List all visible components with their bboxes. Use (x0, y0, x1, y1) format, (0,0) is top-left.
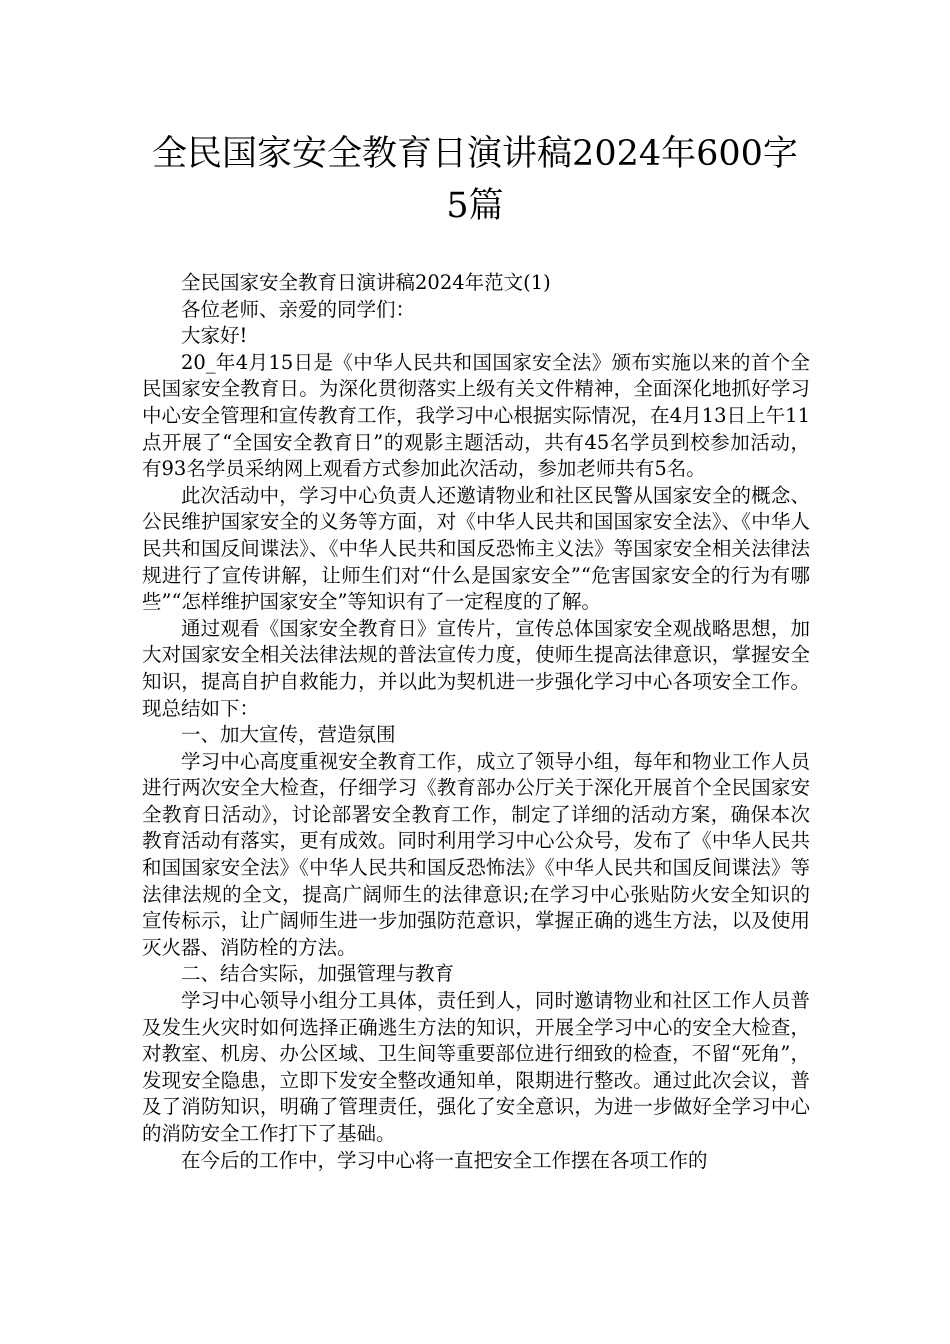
body-paragraph: 在今后的工作中，学习中心将一直把安全工作摆在各项工作的 (181, 1148, 708, 1172)
title-line-2: 5篇 (446, 186, 504, 226)
body-paragraph: 此次活动中，学习中心负责人还邀请物业和社区民警从国家安全的概念、公民维护国家安全的义务等方面，对《中华人民共和国国家安全法》、《中华人民共和国反间谍法》、《中华人民共和国反恐怖主义法》等国家安全相关法律法规进行了宣传讲解，让师生们对“什么是国家安全”“危害国家安全的行为有哪些”“怎样维护国家安全”等知识有了一定程度的了解。 (142, 483, 810, 614)
body-paragraph: 学习中心领导小组分工具体，责任到人，同时邀请物业和社区工作人员普及发生火灾时如何选择正确逃生方法的知识，开展全学习中心的安全大检查，对教室、机房、办公区域、卫生间等重要部位进行细致的检查，不留“死角”，发现安全隐患，立即下发安全整改通知单，限期进行整改。通过此次会议，普及了消防知识，明确了管理责任，强化了安全意识，为进一步做好全学习中心的消防安全工作打下了基础。 (142, 989, 810, 1145)
title-line-1: 全民国家安全教育日演讲稿2024年600字 (152, 134, 798, 174)
subtitle-paragraph: 全民国家安全教育日演讲稿2024年范文(1) (181, 271, 551, 294)
section-heading: 一、加大宣传，营造氛围 (181, 723, 396, 747)
body-paragraph: 通过观看《国家安全教育日》宣传片，宣传总体国家安全观战略思想，加大对国家安全相关法律法规的普法宣传力度，使师生提高法律意识，掌握安全知识，提高自护自救能力，并以此为契机进一步强化学习中心各项安全工作。现总结如下： (142, 616, 810, 720)
document-body (142, 270, 810, 1174)
salutation-paragraph: 各位老师、亲爱的同学们： (181, 297, 416, 321)
greeting-paragraph: 大家好! (181, 324, 248, 348)
document-title (120, 128, 830, 232)
section-heading: 二、结合实际，加强管理与教育 (181, 962, 455, 986)
body-paragraph: 学习中心高度重视安全教育工作，成立了领导小组，每年和物业工作人员进行两次安全大检查，仔细学习《教育部办公厅关于深化开展首个全民国家安全教育日活动》，讨论部署安全教育工作，制定了详细的活动方案，确保本次教育活动有落实，更有成效。同时利用学习中心公众号，发布了《中华人民共和国国家安全法》《中华人民共和国反恐怖法》《中华人民共和国反间谍法》等法律法规的全文，提高广阔师生的法律意识;在学习中心张贴防火安全知识的宣传标示，让广阔师生进一步加强防范意识，掌握正确的逃生方法，以及使用灭火器、消防栓的方法。 (142, 749, 810, 959)
body-paragraph: 20_年4月15日是《中华人民共和国国家安全法》颁布实施以来的首个全民国家安全教育日。为深化贯彻落实上级有关文件精神，全面深化地抓好学习中心安全管理和宣传教育工作，我学习中心根据实际情况，在4月13日上午11点开展了“全国安全教育日”的观影主题活动，共有45名学员到校参加活动，有93名学员采纳网上观看方式参加此次活动，参加老师共有5名。 (142, 350, 810, 481)
